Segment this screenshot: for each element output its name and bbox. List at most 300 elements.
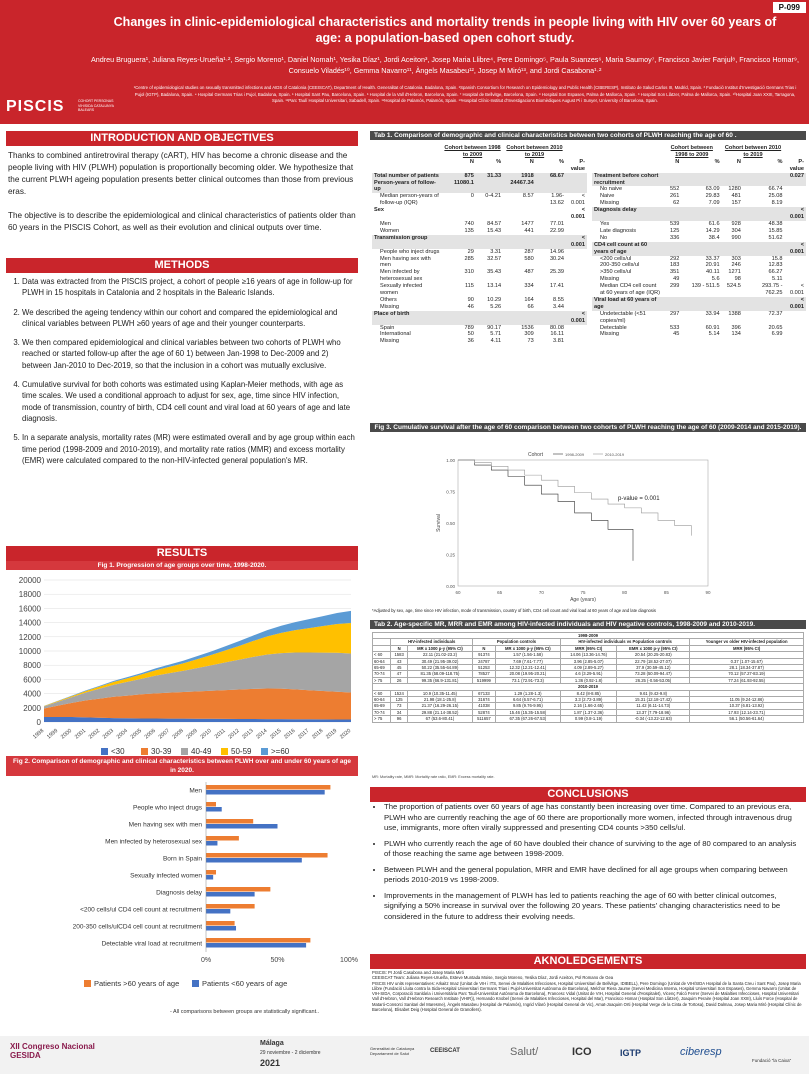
table-cell: 34 <box>391 709 408 715</box>
x-tick-label: 2017 <box>297 727 311 741</box>
table-cell: 5.71 <box>490 331 502 338</box>
table-cell: 80.08 <box>549 324 564 331</box>
table-cell: 11.42 (6.11-14.73) <box>617 703 690 709</box>
table-cell: 15.46 (15.35-15.58) <box>495 709 560 715</box>
table-cell <box>784 235 806 242</box>
ack-line: PISCIS: PI Jordi Casabona and Josep Maria Miró <box>372 970 464 975</box>
table-cell <box>442 311 476 325</box>
table-cell: P-value <box>570 158 585 172</box>
legend-title: Cohort <box>528 452 544 458</box>
cohort-header: Cohort between 1998 to 2009 <box>444 145 501 158</box>
table-cell <box>784 200 806 207</box>
table-cell: Sex <box>374 207 384 214</box>
table-cell: 8.55 <box>553 296 564 303</box>
table-cell: < 0.001 <box>571 193 585 207</box>
table-cell: % <box>558 158 564 165</box>
table-cell: Missing <box>600 200 619 207</box>
table-cell: 60.91 <box>705 324 720 331</box>
table-cell: 441 <box>524 227 534 234</box>
table-cell <box>536 180 566 194</box>
table-row <box>592 242 806 256</box>
table-cell: 0.027 <box>784 173 806 187</box>
table-row <box>592 207 806 221</box>
table-cell: 1.57 (1.56-1.58) <box>495 652 560 658</box>
table-cell: 125 <box>670 227 680 234</box>
table-cell: MRR (95% CI) <box>560 645 616 651</box>
table-cell <box>566 338 587 345</box>
table-cell: < 0.001 <box>784 207 806 221</box>
tab1-cohort-header <box>592 145 806 159</box>
bar <box>206 904 255 909</box>
x-tick-label: 65 <box>497 590 503 595</box>
table-cell: Place of birth <box>372 311 442 325</box>
intro-paragraph-2: The objective is to describe the epidemiological and clinical characteristics of patients older than 60 years in the PISCIS Cohort, as well as their evolution and clinical outputs over time. <box>8 211 356 232</box>
table-cell: 789 <box>464 324 474 331</box>
table-cell: 580 <box>524 255 534 262</box>
x-tick-label: 1999 <box>45 727 60 741</box>
category-label: Sexually infected women <box>130 872 202 880</box>
table-cell: 60-64 <box>373 658 391 664</box>
methods-item: 2. We described the ageing tendency within our cohort and compared the epidemiological and clinical variables between PLWH ≥60 years of age and their younger counterparts. <box>22 307 358 330</box>
table-cell: < 60 <box>373 690 391 696</box>
table-cell: 22.79 (18.52-27.07) <box>617 658 690 664</box>
table-cell: 292 <box>670 255 680 262</box>
table-cell: Undetectable (<51 copies/ml) <box>600 310 646 324</box>
table-cell: > 75 <box>373 716 391 722</box>
table-cell <box>442 235 476 249</box>
table-cell <box>566 180 587 194</box>
table-cell: 20.65 <box>768 324 783 331</box>
table-cell: 14.29 <box>705 227 720 234</box>
table-cell: 45 <box>391 665 408 671</box>
table-cell <box>784 221 806 228</box>
table-cell: 32.57 <box>487 255 502 262</box>
table-cell: 11080.1 <box>442 180 476 194</box>
methods-heading: METHODS <box>6 258 358 273</box>
table-cell: Missing <box>380 303 399 310</box>
y-tick-label: 1.00 <box>446 458 455 463</box>
table-cell: 50 <box>467 331 474 338</box>
table-cell: 20.54 (20.25-20.83) <box>617 652 690 658</box>
table-row <box>592 331 806 338</box>
legend-swatch <box>101 748 108 755</box>
table-cell: No naive <box>600 186 623 193</box>
table-cell: 5.11 <box>772 276 783 283</box>
table-cell: 73 <box>527 338 534 345</box>
methods-item: 5. In a separate analysis, mortality rates (MR) were estimated overall and by age group within each time period (1998-2009 and 2010-2019), and mortality rate ratios (MMR) and excess mortality (EMR) were calculated compared to the non-HIV-infected general population's MR. <box>22 432 358 466</box>
table-cell: Men infected by heterosexual sex <box>380 269 423 283</box>
table-cell: 1583 <box>391 652 408 658</box>
table-row <box>372 235 587 249</box>
table-cell <box>722 173 743 187</box>
methods-item: 3. We then compared epidemiological and clinical variables between two cohorts of PLWH who reached or started follow-up after the age of 60 1) between Jan-1998 to Dec-2009 and 2) between Jan-2010 to Dec-2019, so that the inclusion in a cohort was mutually exclusive. <box>22 337 358 371</box>
table-cell <box>784 276 806 283</box>
table-cell: 52874 <box>473 709 496 715</box>
table-cell: 22.11 (21.02-23.2) <box>407 652 472 658</box>
table-cell: 12.83 <box>768 262 783 269</box>
y-tick-label: 0 <box>36 718 41 727</box>
table-cell <box>592 159 662 173</box>
bar <box>206 909 230 914</box>
tab2-footnote: MR: Mortality rate, MMR: Mortality rate ratio, EMR: Excess mortality rate. <box>372 775 495 779</box>
table-cell: 13.37 (7.79-18.96) <box>617 709 690 715</box>
table-cell: < 0.001 <box>784 297 806 311</box>
table-row <box>372 325 587 332</box>
sponsor-logo: Generalitat de Catalunya Departament de Salut <box>370 1046 415 1056</box>
table-cell: 78527 <box>473 671 496 677</box>
table-cell <box>681 297 721 311</box>
y-tick-label: 0.75 <box>446 489 455 495</box>
table-cell: 4.6 (3.29-5.91) <box>560 671 616 677</box>
table-cell: 3.81 <box>553 338 564 345</box>
y-tick-label: 2000 <box>23 703 41 713</box>
table-cell: Women <box>380 227 400 234</box>
y-tick-label: 14000 <box>18 618 41 628</box>
table-cell: 41038 <box>473 703 496 709</box>
table-cell: Person-years of follow-up <box>372 180 442 194</box>
table-cell: 125 <box>391 697 408 703</box>
category-label: People who inject drugs <box>132 804 202 812</box>
table-row <box>372 297 587 304</box>
table-cell: 77.24 (61.93-92.55) <box>690 677 804 683</box>
table-cell: Yes <box>600 220 610 227</box>
legend-swatch <box>141 748 148 755</box>
table-cell: 25.08 <box>768 193 783 200</box>
table-row <box>373 697 804 703</box>
table-cell: Diagnosis delay <box>592 207 662 221</box>
table-cell <box>566 249 587 256</box>
y-tick-label: 18000 <box>18 590 41 600</box>
table-cell: 31.33 <box>476 173 503 180</box>
table-cell <box>681 242 721 256</box>
bar <box>206 943 306 948</box>
table-cell: 25.39 <box>549 269 564 276</box>
y-tick-label: 0.00 <box>446 584 455 589</box>
table-row <box>372 311 587 325</box>
table-row <box>592 159 806 173</box>
category-label: 200-350 cells/ulCD4 cell count at recruitment <box>72 923 202 931</box>
table-cell: HIV-infected individuals <box>391 639 473 645</box>
ack-line: PISCIS HIV units representatives: Arkaitz Imaz (Unitat de VIH i ITS, Servei de Malalties Infeccioses, Hospital Universitari de Bellvitge, IDIBELL), Pere Domingo (Unitat de VIH/SIDA Hospital de la Santa Creu i Sant Pau), Josep Maria Llibre (Fundació Lluita contra la Sida-Hospital Universitari Germans Trias i Pujol-Universitat Autònoma de Barcelona), Melchor Riera Jaume (Servei Medicina Interna, Hospital Universitari Son Espases), Gemma Navarro (Unitat de VIH-SIDA, Corporació Sanitària i Universitària Parc Taulí-Universitat Autònoma de Barcelona), Francesc Vidal (Unitat de VIH, Hospital General d'Hospitalet), Vicenç Falcó Ferrer (Servei de Malalties Infeccioses, Hospital Universitari Vall d'Hebron, Vall d'Hebron Research Institute (VHIR)), Hernando Knobel (Servei de Malalties Infeccioses, Hospital del Mar), Francisco Homar (Hospital Son Llàtzer), Joaquim Peraire (Hospital Joan XXIII), Lluís Force (Hospital de Mataró-Consorci Sanitari del Maresme), Àngels Masabeu (Hospital de Palamós), Ingrid Vilaró (Hospital General de Vic), Amat-Joaquim Orti (Hospital Verge de la Cinta de Tortosa), David Dalmau, Josep Maria Miró (Hospital Clínic de Barcelona), Elisabet Deig (Hospital General de Granollers). <box>372 980 802 1013</box>
legend-label: 40-49 <box>191 747 212 756</box>
y-tick-label: 16000 <box>18 604 41 614</box>
table-cell: N <box>529 158 534 165</box>
table-cell <box>681 173 721 187</box>
table-row <box>592 283 806 297</box>
table-cell: 51253 <box>473 665 496 671</box>
table-cell: 200-350 cells/ul <box>600 262 640 269</box>
bar <box>206 921 235 926</box>
sponsor-logo: ICO <box>572 1046 592 1058</box>
table-row <box>373 716 804 722</box>
table-cell: >350 cells/ul <box>600 269 632 276</box>
table-row <box>372 221 587 228</box>
intro-paragraph-1: Thanks to combined antiretroviral therapy (cART), HIV has become a chronic disease and the people living with HIV (PLWH) population is proportionally becoming older. We hypothesize that the current PLWH ageing population presents better clinical outcomes than those from previous eras. <box>8 151 354 196</box>
table-row <box>372 173 587 180</box>
table-cell: 2010-2019 <box>373 684 804 690</box>
table-cell: MRR (95% CI) <box>690 645 804 651</box>
tab1-right-table <box>592 145 806 338</box>
table-cell: P-value <box>789 158 804 172</box>
table-cell: 875 <box>442 173 476 180</box>
x-tick-label: 2005 <box>129 727 143 741</box>
table-cell <box>662 207 681 221</box>
table-cell: Younger vs older HIV-infected population <box>690 639 804 645</box>
table-cell: 287 <box>524 248 534 255</box>
table-cell <box>536 311 566 325</box>
x-tick-label: 90 <box>705 590 711 595</box>
table-cell: 73 <box>391 703 408 709</box>
table-cell: 33.37 <box>705 255 720 262</box>
x-tick-label: 2009 <box>185 727 199 741</box>
table-cell: % <box>496 158 502 165</box>
survival-curve-1998-2009 <box>458 460 633 561</box>
table-cell: 15.31 (12.18-17.42) <box>617 697 690 703</box>
table-cell: 48.38 <box>768 220 783 227</box>
table-cell: 12.32 (12.21-12.41) <box>495 665 560 671</box>
table-cell <box>743 297 785 311</box>
table-cell: 90.17 <box>487 324 502 331</box>
x-tick-label: 2001 <box>73 727 88 741</box>
table-cell: 98 <box>734 276 741 283</box>
x-tick-label: 2010 <box>199 727 213 741</box>
bar <box>206 807 222 812</box>
tab1-right <box>592 145 806 338</box>
table-cell: 45 <box>673 331 680 338</box>
table-row <box>592 221 806 228</box>
table-cell: 10.37 (6.81-13.92) <box>690 703 804 709</box>
table-cell: Treatment before cohort recruitment <box>592 173 662 187</box>
table-cell <box>722 242 743 256</box>
table-cell: 3.31 <box>490 248 502 255</box>
table-cell: 60-64 <box>373 697 391 703</box>
table-cell: 164 <box>524 296 534 303</box>
table-cell: 70-74 <box>373 671 391 677</box>
table-cell <box>722 207 743 221</box>
logo-subtitle: COHORT PERSONAS VIH/SIDA CATALUNYA BALEARS <box>78 99 114 112</box>
table-cell: 67 (53.6-80.41) <box>407 716 472 722</box>
y-tick-label: 6000 <box>23 675 41 685</box>
methods-list <box>6 276 358 474</box>
table-cell: < 0.001 <box>566 235 587 249</box>
table-cell: Median CD4 cell count at 60 years of age (IQR) <box>600 283 661 297</box>
table-cell: 6.99 <box>771 331 783 338</box>
table-cell: 7.09 <box>708 200 720 207</box>
table-cell: 16.11 <box>550 331 564 338</box>
table-cell <box>566 228 587 235</box>
table-cell: Missing <box>600 276 619 283</box>
table-cell: 5.26 <box>490 303 502 310</box>
table-cell: 84.57 <box>487 220 502 227</box>
table-cell: 67.35 (67.26-67.53) <box>495 716 560 722</box>
table-cell: 183 <box>670 262 680 269</box>
table-row <box>373 658 804 664</box>
table-cell: < 0.001 <box>571 207 585 221</box>
table-cell: 13.14 <box>487 283 502 290</box>
bar <box>206 938 310 943</box>
footer-sponsors <box>0 1036 809 1074</box>
table-cell <box>743 207 785 221</box>
legend-swatch <box>192 980 199 987</box>
table-cell: International <box>380 331 411 338</box>
table-cell: < 0.001 <box>790 283 804 297</box>
table-row <box>372 207 587 221</box>
table-cell: 310 <box>464 269 474 276</box>
methods-item: 1. Data was extracted from the PISCIS project, a cohort of people ≥16 years of age in follow-up for PLWH in 15 hospitals in Catalonia and 2 hospitals in the Balearic Islands. <box>22 276 358 299</box>
sponsor-logo: CEEISCAT <box>430 1048 460 1054</box>
x-tick-label: 60 <box>455 590 461 595</box>
table-cell: 17.41 <box>549 283 564 290</box>
table-cell: 9.85 (9.76-9.95) <box>495 703 560 709</box>
table-cell <box>566 325 587 332</box>
table-cell: 67133 <box>473 690 496 696</box>
bar <box>206 853 328 858</box>
table-cell: 533 <box>670 324 680 331</box>
table-cell: MR x 1000 p-y (95% CI) <box>407 645 472 651</box>
table-cell: 56.1 (50.56-61.64) <box>690 716 804 722</box>
table-cell: 24787 <box>473 658 496 664</box>
legend-swatch <box>261 748 268 755</box>
poster-id: P-099 <box>773 2 806 13</box>
table-cell: < 0.001 <box>784 242 806 256</box>
table-cell: 14.06 (13.36-14.76) <box>560 652 616 658</box>
table-cell <box>503 235 536 249</box>
table-cell: 21.98 (18.1-25.8) <box>407 697 472 703</box>
bar <box>206 819 253 824</box>
bar <box>206 870 216 875</box>
table-cell <box>476 235 503 249</box>
x-tick-label: 2006 <box>143 727 157 741</box>
table-row <box>372 256 587 270</box>
table-cell: 66.27 <box>768 269 783 276</box>
bar <box>206 802 216 807</box>
table-cell: 8.19 <box>771 200 783 207</box>
table-cell: 5.6 <box>711 276 720 283</box>
table-cell: 20.91 <box>705 262 720 269</box>
ack-text <box>372 970 804 1012</box>
p-value-annotation: p-value = 0.001 <box>618 496 660 502</box>
column-header <box>373 645 804 651</box>
poster-title: Changes in clinic-epidemiological characteristics and mortality trends in people living with HIV over 60 years of age: a population-based open cohort study. <box>113 15 777 45</box>
table-row <box>592 186 806 193</box>
table-cell: 99.35 (66.9-131.81) <box>407 677 472 683</box>
y-tick-label: 4000 <box>23 689 41 699</box>
legend-label: 30-39 <box>151 747 172 756</box>
table-cell <box>442 207 476 221</box>
x-tick-label: 2014 <box>255 727 269 741</box>
table-cell: Naive <box>600 193 615 200</box>
table-cell <box>722 297 743 311</box>
table-cell: 91374 <box>473 652 496 658</box>
category-label: Men having sex with men <box>128 821 202 829</box>
legend-swatch <box>181 748 188 755</box>
fig2-title: Fig 2. Comparison of demographic and clinical characteristics between PLWH over and under 60 years of age in 2020. <box>6 756 358 776</box>
table-cell: 0.99 (0.8-1.19) <box>560 716 616 722</box>
table-cell: 928 <box>731 220 741 227</box>
table-row <box>372 269 587 283</box>
y-tick-label: 10000 <box>18 647 41 656</box>
table-cell: 135 <box>464 227 474 234</box>
category-label: Men infected by heterosexual sex <box>105 838 202 846</box>
table-cell: 6.64 (6.57-6.71) <box>495 697 560 703</box>
table-cell: 0 <box>470 193 474 200</box>
table-cell: 552 <box>670 186 680 193</box>
legend-swatch <box>84 980 91 987</box>
table-cell: 70-74 <box>373 709 391 715</box>
conclusion-item: • Improvements in the management of PLWH has led to patients reaching the age of 60 with better clinical outcomes, signifying a 50% increase in survival over the following 20 years. These patients' changing characteristics need to be considered in the future to address their evolving needs. <box>384 891 802 923</box>
table-cell <box>784 193 806 200</box>
table-row <box>592 325 806 332</box>
table-cell: 261 <box>670 193 680 200</box>
x-tick-label: 2018 <box>311 727 325 741</box>
table-cell: 73.28 (50.09-94.47) <box>617 671 690 677</box>
x-tick-label: 2008 <box>171 727 185 741</box>
table-cell: 481 <box>731 193 741 200</box>
legend-label-a: 1998-2009 <box>565 452 585 457</box>
table-cell: 14.96 <box>549 248 564 255</box>
table-cell: Total number of patients <box>372 173 442 180</box>
table-cell <box>566 256 587 270</box>
table-row <box>372 228 587 235</box>
table-row <box>372 338 587 345</box>
table-cell: 90 <box>467 296 474 303</box>
table-cell: 43 <box>391 658 408 664</box>
table-cell: 511657 <box>473 716 496 722</box>
table-cell: < 0.001 <box>566 311 587 325</box>
bar <box>206 887 270 892</box>
x-tick-label: 2011 <box>213 727 227 741</box>
table-row <box>373 703 804 709</box>
table-cell <box>743 173 785 187</box>
affiliation-list: ¹Centre of epidemiological studies on sexually transmitted infections and AIDS of Catalonia (CEEISCAT), Department of Health. Generalitat of Catalonia. Badalona, Spain. ²Spanish Consortium for Research on Epidemiology and Public Health (CIBERESP), Instituto de Salud Carlos III, Madrid, Spain. ³ Fundació Institut d'Investigació Germans Trias i Pujol (IGTP), Badalona, Spain. ⁴ Hospital Germans Trias i Pujol, Badalona, Spain. ⁵ Hospital Sant Pau, Barcelona, Spain. ⁶ Hospital de la Vall d'Hebron, Barcelona, Spain. ⁷ Hospital de Bellvitge, Barcelona, Spain. ⁸ Hospital Son Espases, Palma de Mallorca, Spain. ⁹ Hospital Son Llàtzer, Palma de Mallorca, Spain. ¹⁰Hospital Joan XXIII, Tarragona, Spain. ¹¹Parc Taulí Hospital Universitari, Sabadell, Spain. ¹²Hospital de Palamós, Palamós, Spain. ¹³Hospital Clínic-Institut d'Investigacions Biomèdiques August Pi i Sunyer, University of Barcelona, Spain. <box>133 85 797 104</box>
table-cell: Missing <box>380 338 399 345</box>
table-cell: 539 <box>670 220 680 227</box>
y-tick-label: 0.50 <box>446 521 455 526</box>
fig3-survival-chart <box>378 446 798 606</box>
table-cell <box>784 256 806 263</box>
x-tick-label: 85 <box>663 590 669 595</box>
sponsor-logo: Salut/ <box>510 1046 539 1058</box>
table-cell: 1477 <box>521 220 534 227</box>
table-cell: 65-69 <box>373 665 391 671</box>
table-cell: < 60 <box>373 652 391 658</box>
y-tick-label: 0.25 <box>446 552 455 558</box>
table-cell <box>566 304 587 311</box>
congress-year: 2021 <box>260 1058 281 1068</box>
table-cell: 10.29 <box>487 296 502 303</box>
bar <box>206 836 239 841</box>
category-label: Diagnosis delay <box>156 889 202 897</box>
table-cell: 1.96-13.62 <box>549 193 564 207</box>
table-cell: 73.1 (72.91-73.3) <box>495 677 560 683</box>
x-tick-label: 70 <box>538 590 544 595</box>
table-cell: 304 <box>731 227 741 234</box>
table-cell: 7.69 (7.61-7.77) <box>495 658 560 664</box>
x-tick-label: 2015 <box>269 727 283 741</box>
table-cell: 11.05 (9.24-12.86) <box>690 697 804 703</box>
congress-city: Málaga <box>260 1040 284 1047</box>
x-tick-label: 2019 <box>325 727 339 741</box>
legend-swatch <box>221 748 228 755</box>
x-tick-label: 0% <box>200 957 212 964</box>
table-row <box>373 677 804 683</box>
table-cell: 246 <box>731 262 741 269</box>
table-row <box>592 193 806 200</box>
table-cell: 0-4.21 <box>485 193 502 200</box>
table-cell: 38.4 <box>708 234 720 241</box>
table-cell <box>784 186 806 193</box>
table-cell: Detectable <box>600 324 627 331</box>
